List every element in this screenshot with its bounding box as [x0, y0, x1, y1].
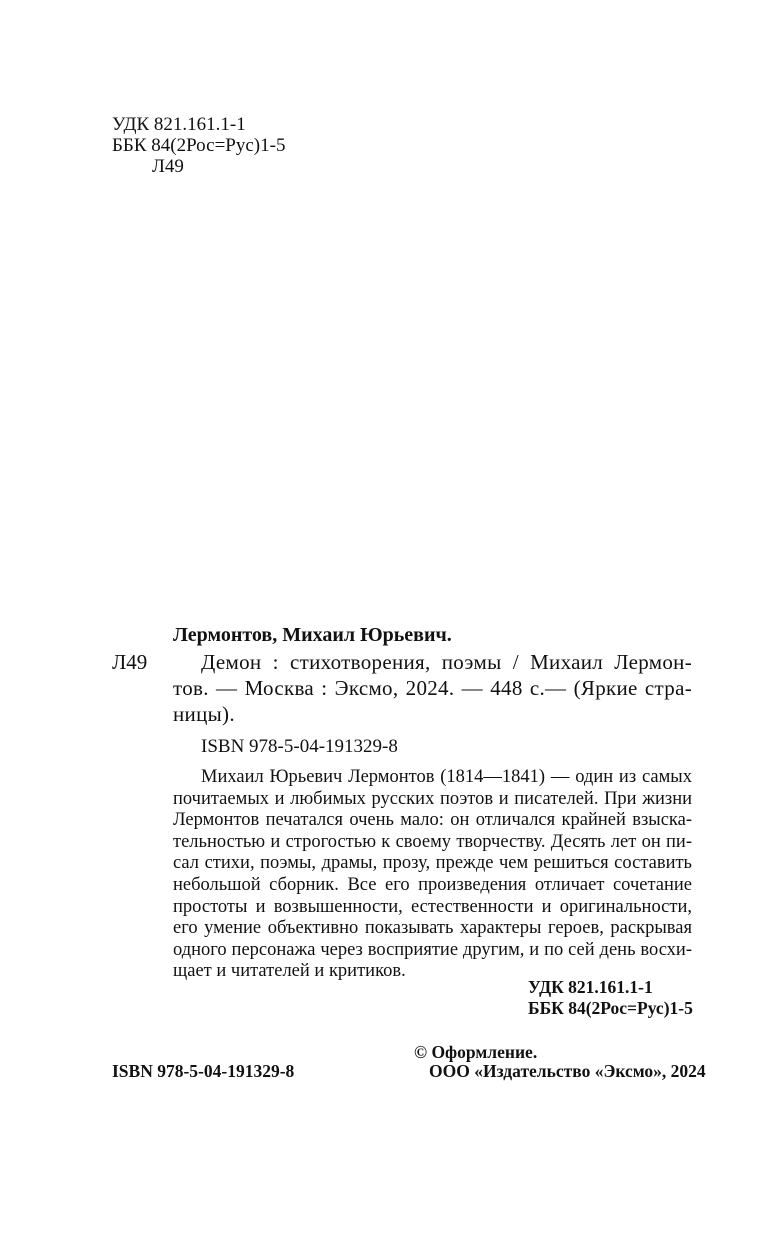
annotation-line: его умение объективно показывать характеры героев, раскрывая — [173, 918, 692, 939]
annotation-line: Лермонтов печатался очень мало: он отличался крайней взыска- — [173, 810, 692, 831]
record-line: Демон : стихотворения, поэмы / Михаил Лермон- — [201, 650, 692, 674]
annotation-line: щает и читателей и критиков. — [173, 961, 406, 982]
annotation-line: простоты и возвышенности, естественности и оригинальности, — [173, 896, 692, 917]
annotation-line: Михаил Юрьевич Лермонтов (1814—1841) — один из самых — [201, 767, 692, 787]
top-author-code: Л49 — [152, 156, 184, 177]
annotation-line: почитаемых и любимых русских поэтов и писателей. При жизни — [173, 788, 692, 809]
record-isbn: ISBN 978-5-04-191329-8 — [201, 736, 398, 757]
annotation-line: небольшой сборник. Все его произведения отличает сочетание — [173, 874, 692, 895]
record-author-code: Л49 — [112, 650, 148, 674]
author-heading: Лермонтов, Михаил Юрьевич. — [173, 624, 452, 646]
publisher-line: ООО «Издательство «Эксмо», 2024 — [429, 1061, 706, 1081]
top-bbk-code: ББК 84(2Рос=Рус)1-5 — [112, 135, 286, 156]
record-line: ницы). — [173, 702, 235, 726]
bibliographic-description — [173, 649, 692, 727]
record-line: тов. — Москва : Эксмо, 2024. — 448 с.— (Яркие стра- — [173, 676, 692, 700]
bottom-udk-code: УДК 821.161.1-1 — [528, 977, 653, 997]
copyright-notice: © Оформление. — [414, 1042, 538, 1062]
annotation-line: сал стихи, поэмы, драмы, прозу, прежде чем решиться составить — [173, 853, 692, 874]
annotation-line: одного персонажа через восприятие другим, и по сей день восхи- — [173, 939, 692, 960]
footer-isbn: ISBN 978-5-04-191329-8 — [112, 1061, 295, 1081]
bottom-bbk-code: ББК 84(2Рос=Рус)1-5 — [528, 998, 693, 1018]
annotation-text — [173, 767, 692, 983]
annotation-line: тельностью и строгостью к своему творчеству. Десять лет он пи- — [173, 831, 692, 852]
top-udk-code: УДК 821.161.1-1 — [112, 114, 246, 135]
